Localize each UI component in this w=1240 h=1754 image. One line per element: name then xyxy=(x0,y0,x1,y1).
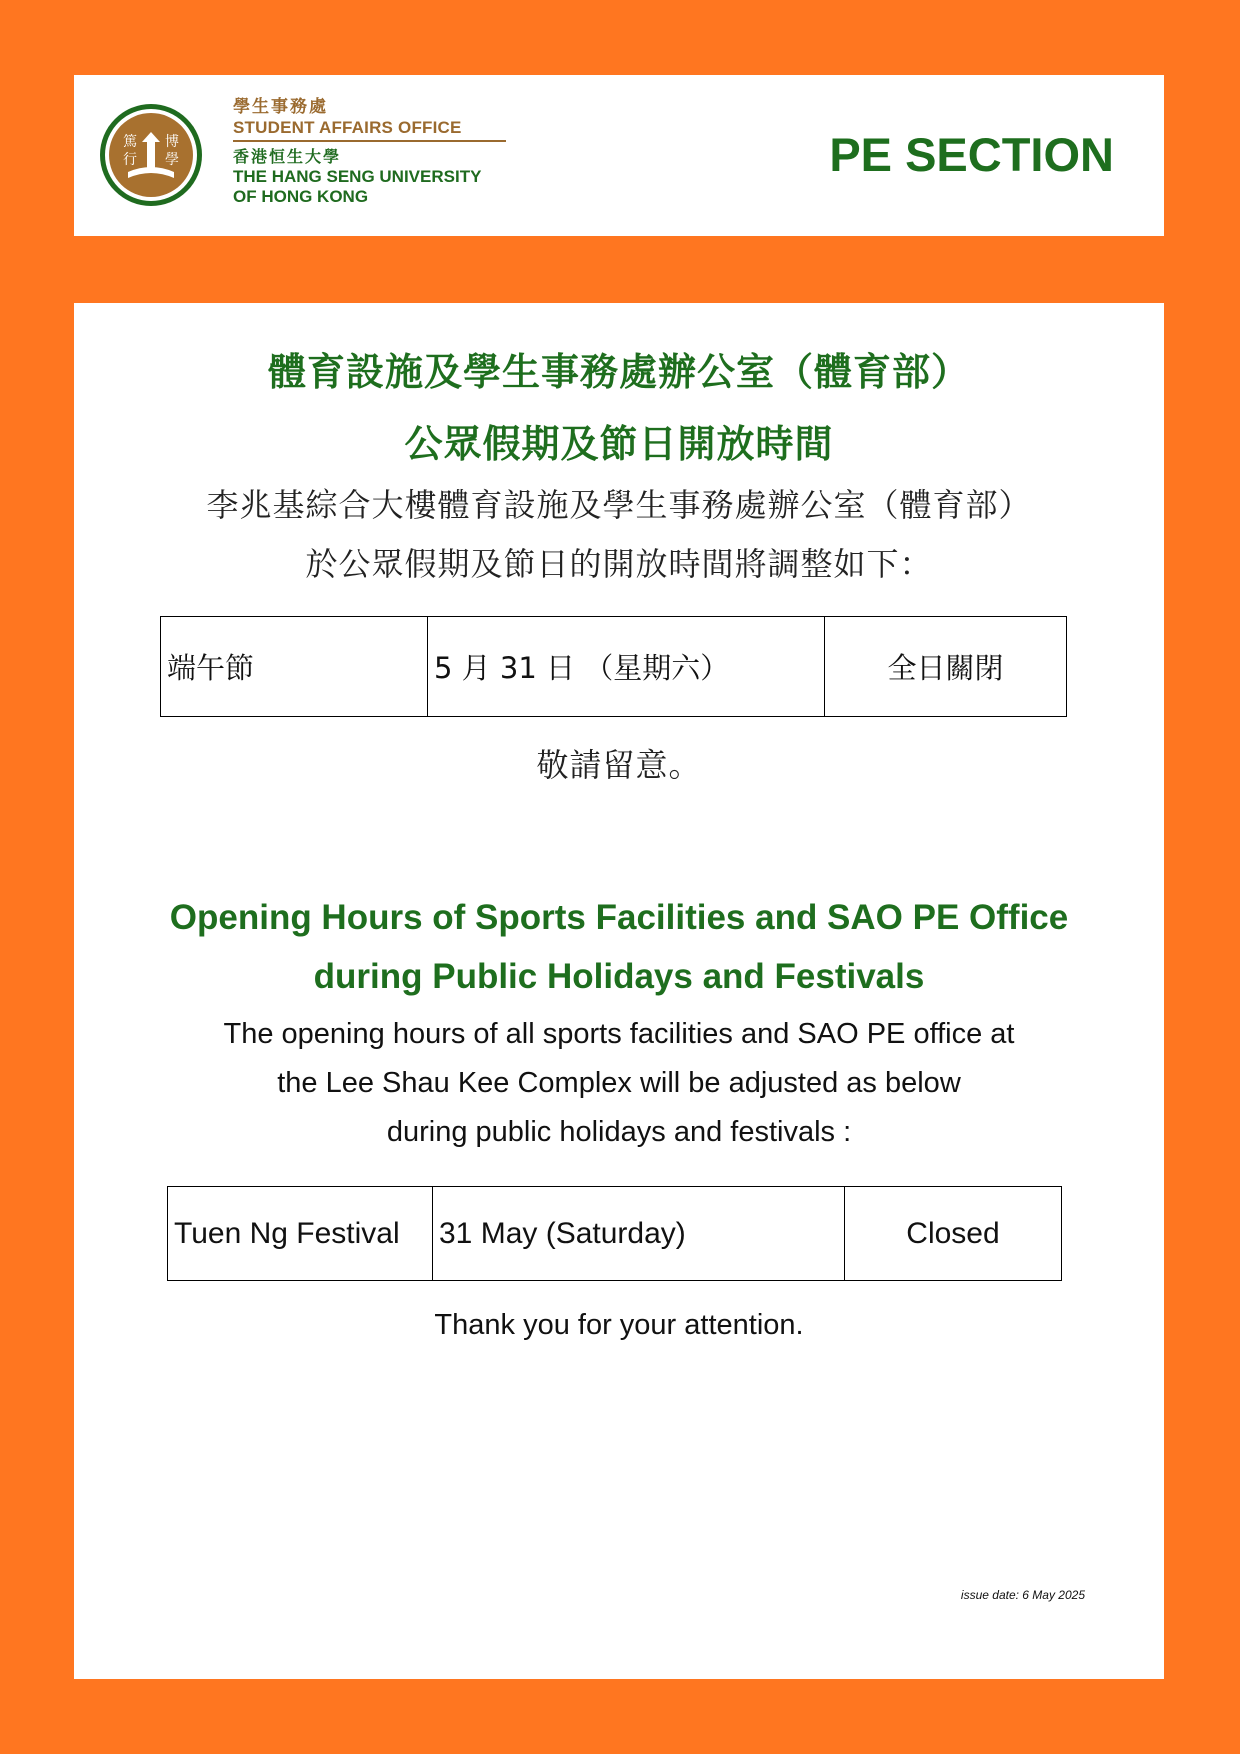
en-schedule-table xyxy=(167,1186,1062,1281)
header-card xyxy=(74,75,1164,236)
org-name-zh: 學生事務處 xyxy=(233,97,328,116)
en-title-line2: during Public Holidays and Festivals xyxy=(313,957,925,996)
status-cell: 全日關閉 xyxy=(825,617,1067,717)
seal-char-2: 博 xyxy=(165,134,179,150)
festival-cell: Tuen Ng Festival xyxy=(168,1187,433,1281)
university-seal-logo xyxy=(98,102,204,208)
issue-date: issue date: 6 May 2025 xyxy=(960,1588,1085,1602)
zh-closing: 敬請留意。 xyxy=(536,746,702,784)
university-name-zh: 香港恒生大學 xyxy=(233,149,342,166)
zh-schedule-table xyxy=(160,616,1067,717)
en-body-line2: the Lee Shau Kee Complex will be adjusted as below xyxy=(277,1067,961,1099)
seal-char-3: 行 xyxy=(123,152,137,168)
org-divider xyxy=(233,140,506,142)
en-closing: Thank you for your attention. xyxy=(434,1309,804,1341)
en-body-line3: during public holidays and festivals : xyxy=(386,1116,852,1148)
table-row xyxy=(168,1187,1062,1281)
table-row xyxy=(161,617,1067,717)
university-name-en-line2: OF HONG KONG xyxy=(233,187,369,206)
en-title-line1: Opening Hours of Sports Facilities and SAO PE Office xyxy=(169,898,1069,937)
seal-char-4: 學 xyxy=(165,152,179,168)
notice-card xyxy=(74,303,1164,1679)
en-body-line1: The opening hours of all sports facilities and SAO PE office at xyxy=(223,1018,1015,1050)
section-title: PE SECTION xyxy=(829,128,1114,181)
org-name-en: STUDENT AFFAIRS OFFICE xyxy=(233,118,462,137)
organization-block xyxy=(233,97,513,207)
zh-body-line2: 於公眾假期及節日的開放時間將調整如下： xyxy=(305,545,933,583)
university-name-en-line1: THE HANG SENG UNIVERSITY xyxy=(233,167,482,186)
zh-title-line2: 公眾假期及節日開放時間 xyxy=(404,422,834,466)
zh-title-line1: 體育設施及學生事務處辦公室（體育部） xyxy=(267,350,970,394)
seal-char-1: 篤 xyxy=(123,134,137,150)
date-cell: 5 月 31 日 （星期六） xyxy=(428,617,825,717)
date-cell: 31 May (Saturday) xyxy=(433,1187,845,1281)
status-cell: Closed xyxy=(845,1187,1062,1281)
zh-body-line1: 李兆基綜合大樓體育設施及學生事務處辦公室（體育部） xyxy=(206,486,1032,524)
festival-cell: 端午節 xyxy=(161,617,428,717)
